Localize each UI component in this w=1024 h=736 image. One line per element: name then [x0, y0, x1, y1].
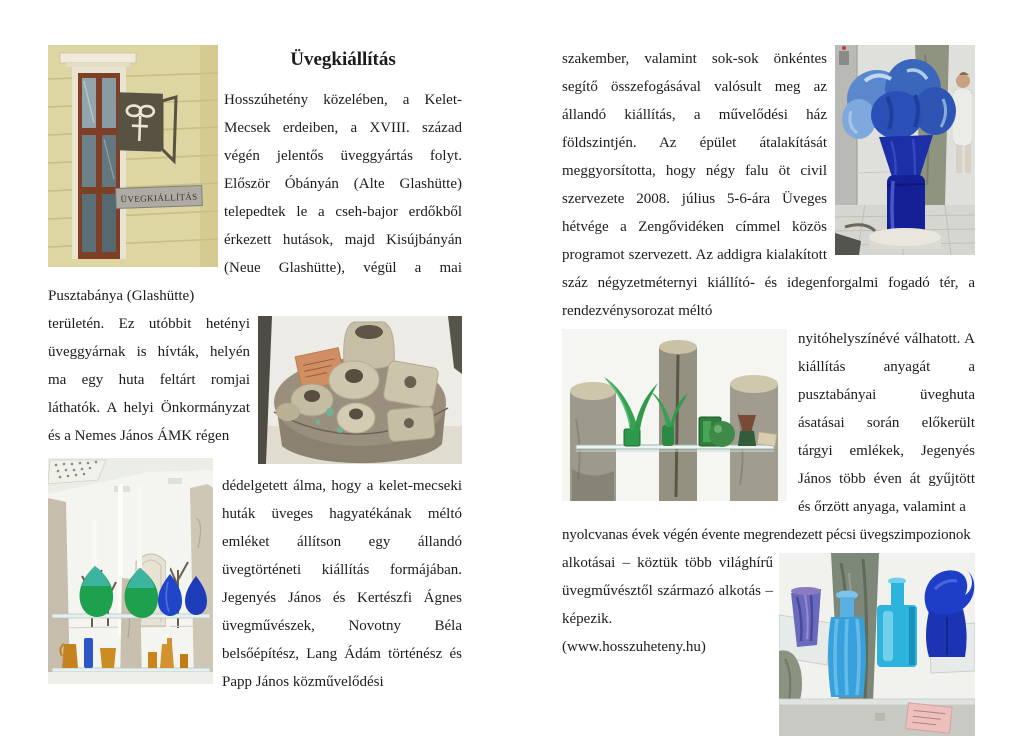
left-paragraph-2: területén. Ez utóbbit hetényi üveggyárnak is hívták, helyén ma egy huta feltárt romjai láthatók. A helyi Önkormányzat és a Nemes János ÁMK régen [48, 316, 250, 444]
green-glass-objects-photo [562, 329, 787, 501]
left-paragraph-3: dédelgetett álma, hogy a kelet-mecseki huták üveges hagyatékának méltó emléket állítson egy állandó üvegtörténeti kiállítás formájában. Jegenyés János és Kertészfi Ágnes üvegművészek, Novotny Béla belsőépítész, Lang Ádám történész és Papp János közművelődési [222, 478, 462, 690]
left-column [48, 45, 462, 696]
right-paragraph-2: nyitóhelyszínévé válhatott. A kiállítás anyagát a pusztabányai üveghuta ásatásai során előkerült tárgyi emlékek, Jegenyés János több éven át gyűjtött és őrzött anyaga, valamint a [798, 331, 975, 515]
window [72, 67, 126, 259]
exhibition-room-photo [48, 458, 213, 684]
right-paragraph-1: szakember, valamint sok-sok önkéntes segítő összefogásával valósult meg az állandó kiállítás, a művelődési ház földszintjén. Az épület átalakítását meggyorsította, hogy négy falu öt civil szervezete 2008. július 5-6-ára Üveges hétvége a Zengővidéken címmel közös programot szervezett. Az addigra kialakított száz négyzetméternyi kiállító- és idegenforgalmi fogadó tér, a rendezvénysorozat méltó [562, 51, 975, 319]
right-paragraph-3: nyolcvanas évek végén évente megrendezett pécsi üvegszimpozionok [562, 527, 971, 543]
right-column [562, 45, 975, 736]
price-card [906, 703, 952, 733]
website-text: (www.hosszuheteny.hu) [562, 639, 706, 655]
blue-glass-sculpture-photo [835, 45, 975, 255]
plaque-text: ÜVEGKIÁLLÍTÁS [120, 191, 198, 205]
page-title: Üvegkiállítás [290, 49, 396, 70]
excavated-crucibles-photo [258, 316, 462, 464]
plaque [116, 185, 203, 208]
building-sign-photo [48, 45, 218, 267]
blue-glass-bottles-photo [779, 553, 975, 736]
left-paragraph-1: Hosszúhetény közelében, a Kelet-Mecsek erdeiben, a XVIII. század végén jelentős üveggyártás folyt. Először Óbányán (Alte Glashütte) telepedtek le a cseh-bajor erdőkből érkezett hutások, majd Kisújbányán (Neue Glashütte), végül a mai Pusztabánya (Glashütte) [48, 92, 462, 304]
right-paragraph-4: alkotásai – köztük több világhírű üvegművésztől származó alkotás – képezik. [562, 555, 773, 627]
